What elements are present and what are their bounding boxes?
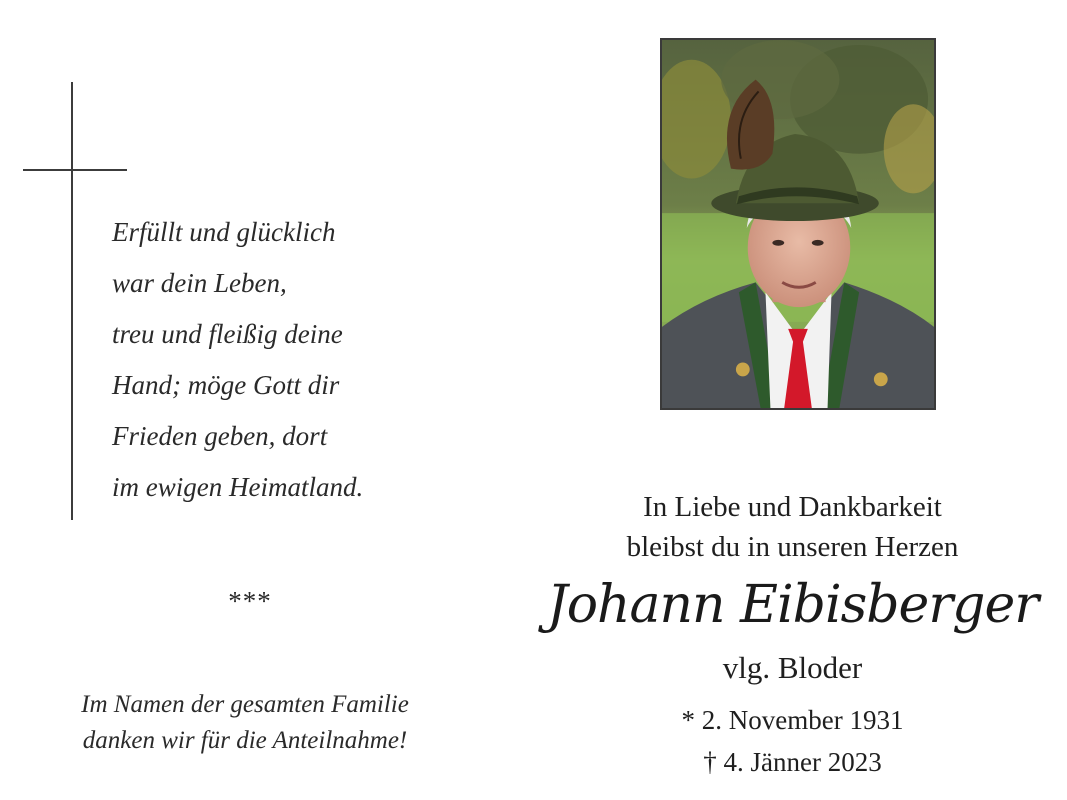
memorial-poem — [112, 207, 442, 513]
dedication-line-1: In Liebe und Dankbarkeit — [643, 491, 942, 523]
separator-stars: *** — [228, 586, 272, 616]
cross-horizontal-bar — [23, 169, 127, 171]
dedication-line-2: bleibst du in unseren Herzen — [626, 531, 959, 563]
portrait-illustration — [662, 40, 934, 408]
birth-date: * 2. November 1931 — [681, 705, 904, 735]
family-thanks — [20, 687, 470, 759]
cross-vertical-bar — [71, 82, 73, 520]
poem-line: war dein Leben, — [112, 268, 287, 298]
dedication-text — [540, 487, 1045, 567]
poem-line: im ewigen Heimatland. — [112, 472, 364, 502]
deceased-name: Johann Eibisberger — [546, 575, 1039, 635]
deceased-nickname: vlg. Bloder — [722, 650, 863, 685]
poem-line: Frieden geben, dort — [112, 421, 328, 451]
life-dates — [540, 699, 1045, 783]
portrait-photo — [660, 38, 936, 410]
poem-line: Erfüllt und glücklich — [112, 217, 336, 247]
thanks-line-2: danken wir für die Anteilnahme! — [82, 727, 408, 754]
thanks-line-1: Im Namen der gesamten Familie — [81, 691, 409, 718]
death-date: † 4. Jänner 2023 — [703, 747, 882, 777]
poem-line: treu und fleißig deine — [112, 319, 343, 349]
poem-line: Hand; möge Gott dir — [112, 370, 340, 400]
